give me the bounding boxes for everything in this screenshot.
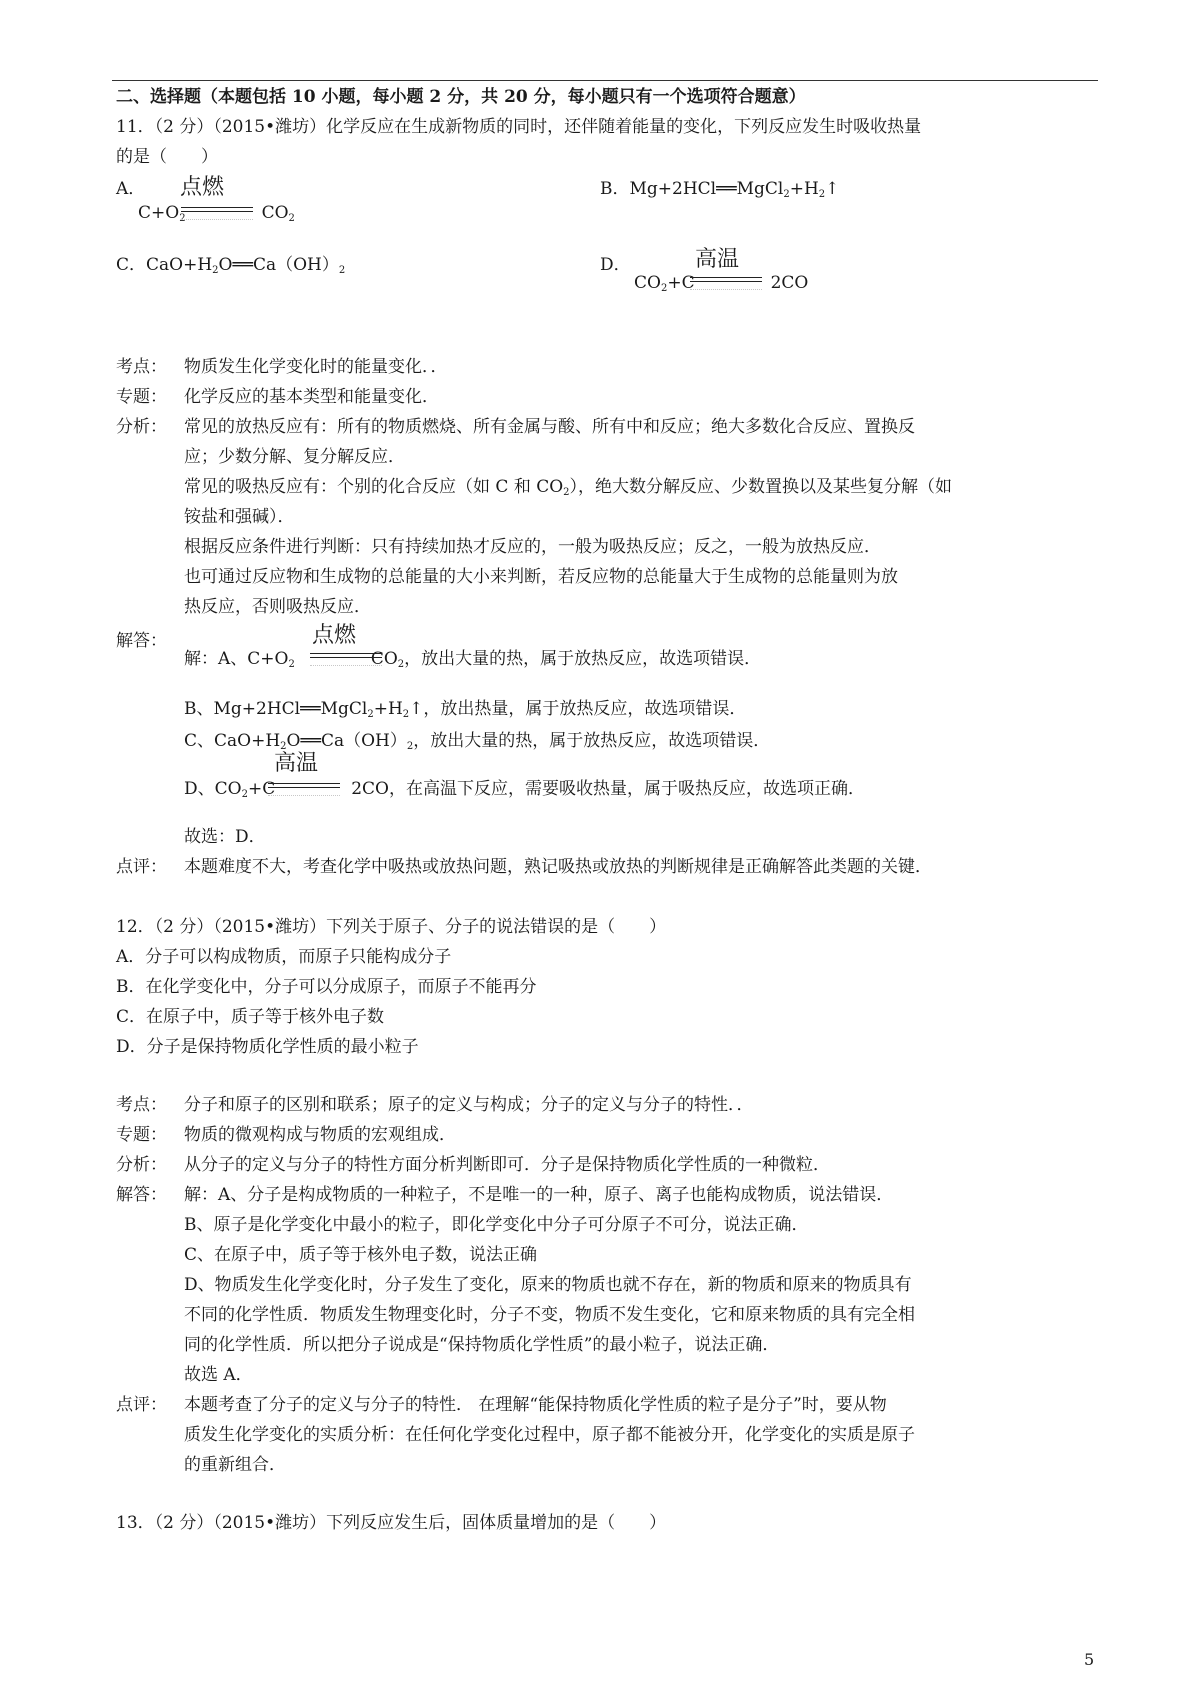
q11-zhuanti-label: 专题：: [116, 387, 167, 407]
q12-option-c: C．在原子中，质子等于核外电子数: [116, 1007, 385, 1027]
q11-fenxi-line-6: 也可通过反应物和生成物的总能量的大小来判断，若反应物的总能量大于生成物的总能量则为放: [184, 567, 898, 587]
q11-jieda-d-condition: 高温: [274, 751, 319, 776]
q11-option-d-arrow: [690, 277, 762, 282]
q11-option-a-arrow: [181, 207, 253, 212]
q11-guxuan: 故选：D．: [184, 827, 266, 847]
q11-fenxi-label: 分析：: [116, 417, 167, 437]
q12-dianping-line-2: 质发生化学变化的实质分析：在任何化学变化过程中，原子都不能被分开，化学变化的实质是原子: [184, 1425, 915, 1445]
q12-dianping-label: 点评：: [116, 1395, 167, 1415]
q12-jieda-line-3: C、在原子中，质子等于核外电子数，说法正确: [184, 1245, 538, 1265]
q12-stem: 12．（2 分）（2015•潍坊）下列关于原子、分子的说法错误的是（ ）: [116, 917, 667, 937]
q11-fenxi-line-1: 常见的放热反应有：所有的物质燃烧、所有金属与酸、所有中和反应；绝大多数化合反应、置换反: [184, 417, 915, 437]
q11-option-a-equation: $C+O_2$ $CO_2$: [138, 203, 295, 224]
q12-zhuanti: 物质的微观构成与物质的宏观组成．: [184, 1125, 456, 1145]
q12-option-b: B．在化学变化中，分子可以分成原子，而原子不能再分: [116, 977, 537, 997]
q11-stem-line-1: 11．（2 分）（2015•潍坊）化学反应在生成新物质的同时，还伴随着能量的变化，下列反应发生时吸收热量: [116, 117, 922, 137]
q12-fenxi: 从分子的定义与分子的特性方面分析判断即可．分子是保持物质化学性质的一种微粒．: [184, 1155, 830, 1175]
q11-option-c: C．$CaO+H_2O══Ca(OH)_2$: [116, 255, 346, 276]
q12-jieda-line-5: 不同的化学性质．物质发生物理变化时，分子不变，物质不发生变化，它和原来物质的具有完全相: [184, 1305, 915, 1325]
q12-dianping-line-3: 的重新组合．: [184, 1455, 286, 1475]
q11-jieda-b: B、$Mg+2HCl══MgCl_2+H_2↑$，放出热量，属于放热反应，故选项错误．: [184, 699, 747, 720]
q11-fenxi-line-2: 应；少数分解、复分解反应．: [184, 447, 405, 467]
page-number: 5: [1084, 1650, 1095, 1669]
q12-jieda-line-2: B、原子是化学变化中最小的粒子，即化学变化中分子可分原子不可分，说法正确．: [184, 1215, 809, 1235]
q11-kaodian: 物质发生化学变化时的能量变化．．: [184, 357, 448, 377]
q11-option-d-equation: $CO_2+C$ 2CO: [634, 273, 809, 294]
q12-jieda-label: 解答：: [116, 1185, 167, 1205]
q12-zhuanti-label: 专题：: [116, 1125, 167, 1145]
q11-option-d-condition: 高温: [695, 247, 740, 272]
q11-fenxi-line-7: 热反应，否则吸热反应．: [184, 597, 371, 617]
q11-fenxi-line-5: 根据反应条件进行判断：只有持续加热才反应的，一般为吸热反应；反之，一般为放热反应．: [184, 537, 881, 557]
q11-jieda-d: D、$CO_2+C$ 2CO，在高温下反应，需要吸收热量，属于吸热反应，故选项正确．: [184, 779, 865, 800]
q11-jieda-a: 解：A、$C+O_2$ $CO_2$，放出大量的热，属于放热反应，故选项错误．: [184, 649, 762, 670]
q11-option-d-label: D．: [600, 255, 631, 275]
q11-kaodian-label: 考点：: [116, 357, 167, 377]
q11-jieda-label: 解答：: [116, 631, 167, 651]
q11-option-a-condition: 点燃: [180, 175, 225, 200]
q11-dianping: 本题难度不大，考查化学中吸热或放热问题，熟记吸热或放热的判断规律是正确解答此类题的关键．: [184, 857, 932, 877]
top-rule: [112, 80, 1098, 81]
q11-stem-line-2: 的是（ ）: [116, 147, 218, 167]
q11-fenxi-line-3: 常见的吸热反应有：个别的化合反应（如 C 和 $CO_2$），绝大数分解反应、少数置换以及某些复分解（如: [184, 477, 953, 498]
q11-fenxi-line-4: 铵盐和强碱）．: [184, 507, 295, 527]
q11-zhuanti: 化学反应的基本类型和能量变化．: [184, 387, 439, 407]
q12-kaodian-label: 考点：: [116, 1095, 167, 1115]
q11-option-b: B．$Mg+2HCl══MgCl_2+H_2↑$: [600, 179, 840, 200]
q11-jieda-a-condition: 点燃: [312, 623, 357, 648]
q12-jieda-line-6: 同的化学性质．所以把分子说成是“保持物质化学性质”的最小粒子，说法正确．: [184, 1335, 780, 1355]
q11-jieda-d-arrow: [268, 783, 340, 788]
q11-option-a-label: A．: [116, 179, 146, 199]
q11-dianping-label: 点评：: [116, 857, 167, 877]
q13-stem: 13．（2 分）（2015•潍坊）下列反应发生后，固体质量增加的是（ ）: [116, 1513, 667, 1533]
q12-option-d: D．分子是保持物质化学性质的最小粒子: [116, 1037, 419, 1057]
q12-kaodian: 分子和原子的区别和联系；原子的定义与构成；分子的定义与分子的特性．．: [184, 1095, 754, 1115]
q12-dianping-line-1: 本题考查了分子的定义与分子的特性． 在理解“能保持物质化学性质的粒子是分子”时，要从物: [184, 1395, 887, 1415]
section-header: 二、选择题（本题包括 10 小题，每小题 2 分，共 20 分，每小题只有一个选项符合题意）: [116, 87, 806, 107]
q12-option-a: A．分子可以构成物质，而原子只能构成分子: [116, 947, 452, 967]
q11-jieda-c: C、$CaO+H_2O══Ca(OH)_2$，放出大量的热，属于放热反应，故选项错误．: [184, 731, 771, 752]
q12-jieda-line-4: D、物质发生化学变化时，分子发生了变化，原来的物质也就不存在，新的物质和原来的物质具有: [184, 1275, 912, 1295]
q12-jieda-line-1: 解：A、分子是构成物质的一种粒子，不是唯一的一种，原子、离子也能构成物质，说法错误．: [184, 1185, 894, 1205]
q12-jieda-line-7: 故选 A．: [184, 1365, 253, 1385]
q11-jieda-a-arrow: [310, 653, 382, 658]
q12-fenxi-label: 分析：: [116, 1155, 167, 1175]
